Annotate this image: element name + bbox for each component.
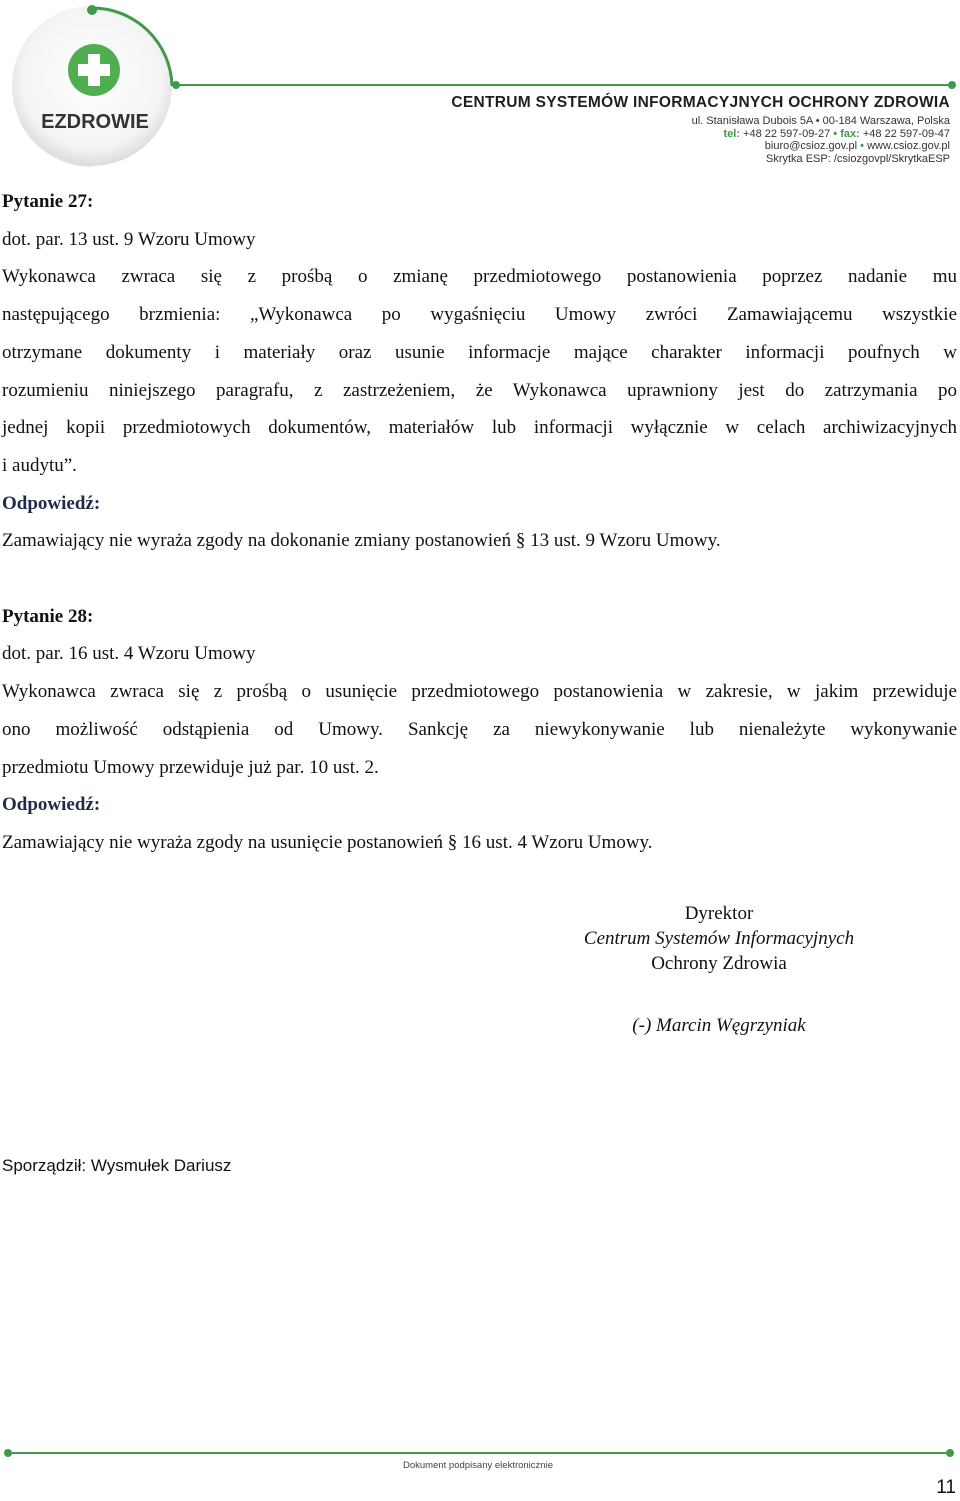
question-body-line: następującego brzmienia: „Wykonawca po wygaśnięciu Umowy zwróci Zamawiającemu wszystkie bbox=[2, 304, 957, 326]
esp-line bbox=[692, 153, 950, 166]
footer-divider bbox=[12, 1452, 946, 1454]
question-body-line: i audytu”. bbox=[2, 454, 77, 476]
e-signature-note: Dokument podpisany elektronicznie bbox=[403, 1460, 553, 1471]
page-number: 11 bbox=[936, 1477, 956, 1498]
institution-name: CENTRUM SYSTEMÓW INFORMACYJNYCH OCHRONY ZDROWIA bbox=[451, 94, 950, 111]
fax-label: fax: bbox=[840, 127, 860, 140]
email-web-line: biuro@csioz.gov.pl • www.csioz.gov.pl bbox=[764, 140, 950, 152]
answer-label: Odpowiedź: bbox=[2, 492, 101, 514]
section-spacer bbox=[2, 560, 957, 598]
document-body bbox=[2, 183, 957, 862]
answer-text: Zamawiający nie wyraża zgody na usunięcie postanowień § 16 ust. 4 Wzoru Umowy. bbox=[2, 831, 653, 853]
website-link[interactable]: www.csioz.gov.pl bbox=[867, 140, 950, 152]
question-heading: Pytanie 28: bbox=[2, 605, 94, 627]
question-body-line: otrzymane dokumenty i materiały oraz usunie informacje mające charakter informacji poufnych w bbox=[2, 341, 957, 363]
signatory-org-line2: Ochrony Zdrowia bbox=[651, 953, 787, 974]
question-body-line: Wykonawca zwraca się z prośbą o zmianę przedmiotowego postanowienia poprzez nadanie mu bbox=[2, 266, 957, 288]
logo-wordmark: EZDROWIE bbox=[41, 111, 149, 133]
answer-text: Zamawiający nie wyraża zgody na dokonanie zmiany postanowień § 13 ust. 9 Wzoru Umowy. bbox=[2, 530, 721, 552]
question-reference: dot. par. 13 ust. 9 Wzoru Umowy bbox=[2, 228, 256, 250]
question-27 bbox=[2, 183, 957, 560]
signatory-name: (-) Marcin Węgrzyniak bbox=[632, 1015, 806, 1036]
question-body-line: rozumieniu niniejszego paragrafu, z zastrzeżeniem, że Wykonawca uprawniony jest do zatrzymania po bbox=[2, 379, 957, 401]
question-body-line: Wykonawca zwraca się z prośbą o usunięcie przedmiotowego postanowienia w zakresie, w jakim przewiduje bbox=[2, 681, 957, 703]
question-28 bbox=[2, 598, 957, 862]
question-reference: dot. par. 16 ust. 4 Wzoru Umowy bbox=[2, 643, 256, 665]
signature-block bbox=[480, 901, 958, 1038]
signatory-org-line1: Centrum Systemów Informacyjnych bbox=[583, 928, 855, 949]
esp-label: Skrytka ESP: bbox=[765, 152, 831, 165]
signatory-title: Dyrektor bbox=[684, 903, 754, 924]
fax-value: +48 22 597-09-47 bbox=[862, 127, 950, 140]
esp-value: /csiozgovpl/SkrytkaESP bbox=[833, 152, 950, 165]
ezdrowie-logo bbox=[0, 0, 210, 180]
tel-value: +48 22 597-09-27 bbox=[743, 127, 831, 140]
answer-label: Odpowiedź: bbox=[2, 794, 101, 816]
header-divider bbox=[178, 84, 948, 86]
question-body-line: jednej kopii przedmiotowych dokumentów, materiałów lub informacji wyłącznie w celach archiwizacyjnych bbox=[2, 417, 957, 439]
question-body-line: ono możliwość odstąpienia od Umowy. Sankcję za niewykonywanie lub nienależyte wykonywanie bbox=[2, 718, 957, 740]
address-line: ul. Stanisława Dubois 5A • 00-184 Warszawa, Polska bbox=[691, 115, 950, 127]
phone-fax-line: tel: +48 22 597-09-27 • fax: +48 22 597-09-47 bbox=[723, 127, 950, 140]
contact-block bbox=[692, 115, 950, 165]
question-heading: Pytanie 27: bbox=[2, 191, 94, 212]
email-link[interactable]: biuro@csioz.gov.pl bbox=[764, 140, 858, 152]
tel-label: tel: bbox=[723, 127, 740, 140]
prepared-by: Sporządził: Wysmułek Dariusz bbox=[2, 1156, 232, 1175]
cross-icon bbox=[68, 44, 120, 96]
question-body-line: przedmiotu Umowy przewiduje już par. 10 ust. 2. bbox=[2, 756, 379, 778]
